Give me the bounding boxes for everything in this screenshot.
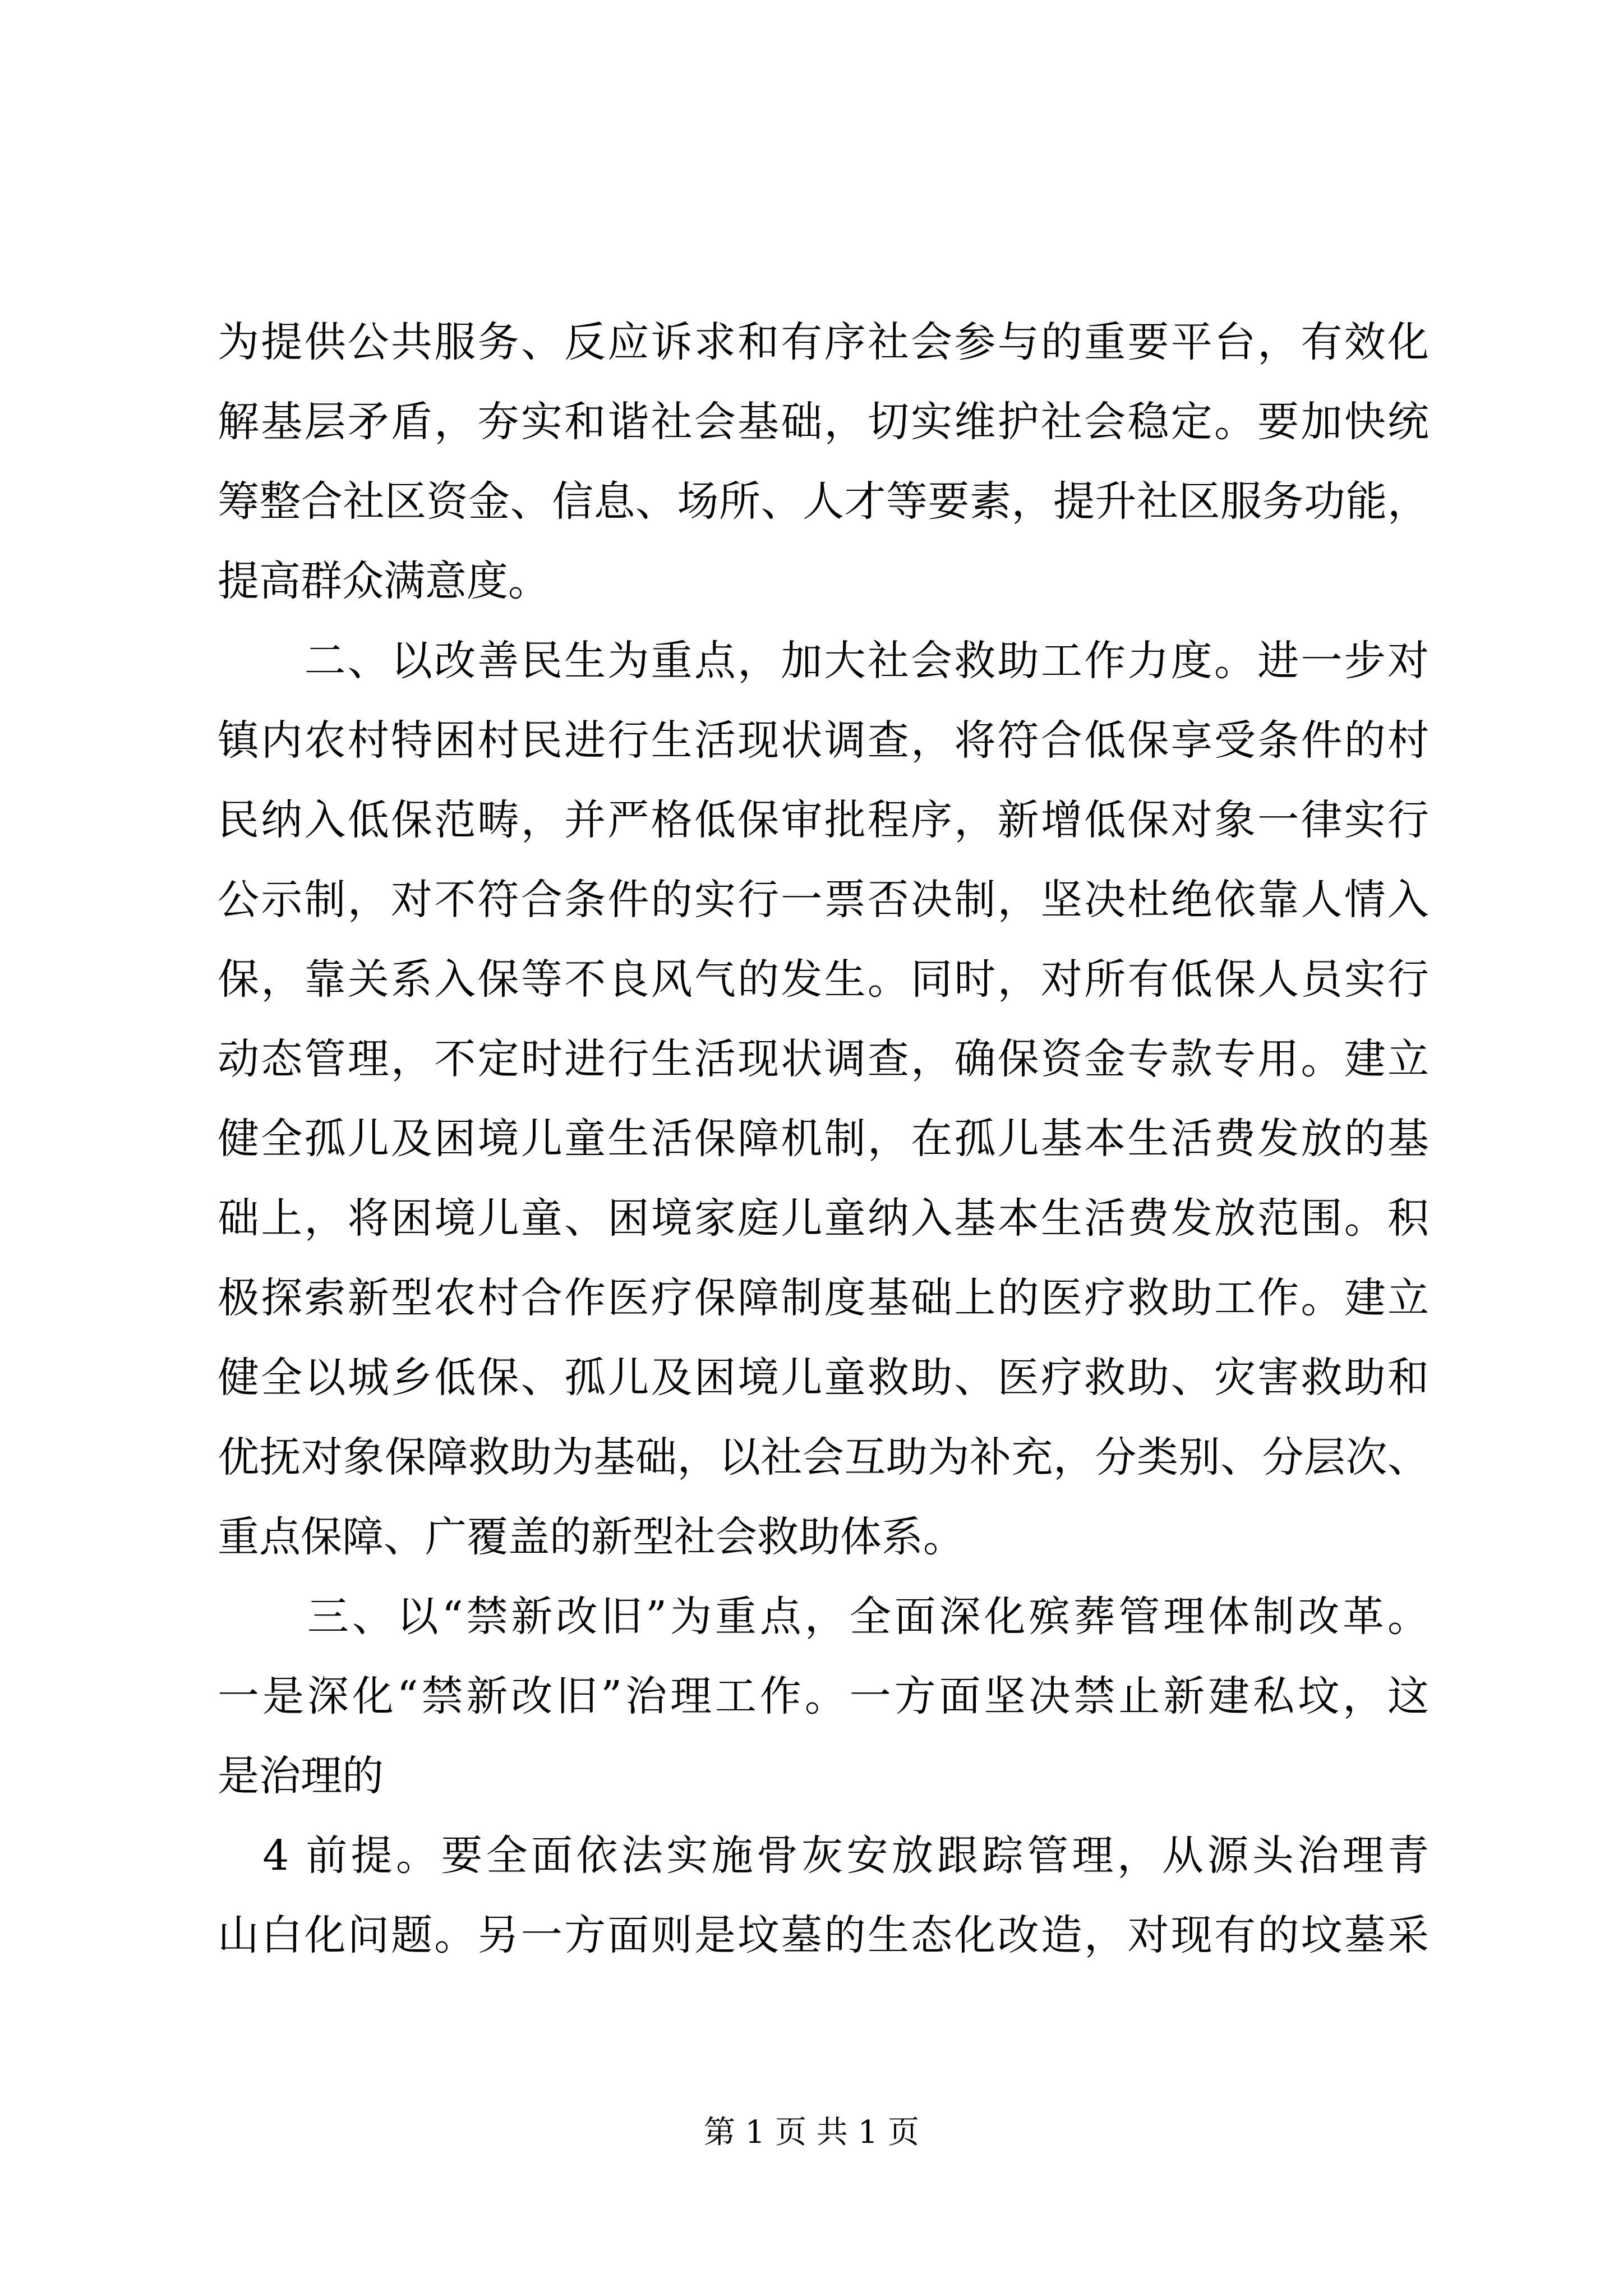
body-line: 动态管理，不定时进行生活现状调查，确保资金专款专用。建立	[218, 1035, 1429, 1083]
body-line: 二、以改善民生为重点，加大社会救助工作力度。进一步对	[218, 637, 1429, 685]
body-line: 健全以城乡低保、孤儿及困境儿童救助、医疗救助、灾害救助和	[218, 1354, 1429, 1402]
body-line: 三、以“禁新改旧”为重点，全面深化殡葬管理体制改革。	[218, 1593, 1429, 1641]
body-line: 公示制，对不符合条件的实行一票否决制，坚决杜绝依靠人情入	[218, 876, 1429, 924]
body-line: 山白化问题。另一方面则是坟墓的生态化改造，对现有的坟墓采	[218, 1911, 1429, 1959]
page-footer: 第 1 页 共 1 页	[703, 2114, 920, 2151]
body-line: 一是深化“禁新改旧”治理工作。一方面坚决禁止新建私坟，这	[218, 1672, 1429, 1720]
body-line: 是治理的	[218, 1752, 384, 1800]
body-line: 4 前提。要全面依法实施骨灰安放跟踪管理，从源头治理青	[218, 1832, 1429, 1880]
body-line: 镇内农村特困村民进行生活现状调查，将符合低保享受条件的村	[218, 716, 1429, 765]
body-line: 础上，将困境儿童、困境家庭儿童纳入基本生活费发放范围。积	[218, 1194, 1429, 1243]
body-line: 筹整合社区资金、信息、场所、人才等要素，提升社区服务功能，	[218, 477, 1429, 526]
body-line: 极探索新型农村合作医疗保障制度基础上的医疗救助工作。建立	[218, 1274, 1429, 1322]
body-line: 解基层矛盾，夯实和谐社会基础，切实维护社会稳定。要加快统	[218, 398, 1429, 446]
body-line: 民纳入低保范畴，并严格低保审批程序，新增低保对象一律实行	[218, 796, 1429, 844]
body-line: 健全孤儿及困境儿童生活保障机制，在孤儿基本生活费发放的基	[218, 1115, 1429, 1163]
body-line: 重点保障、广覆盖的新型社会救助体系。	[218, 1513, 965, 1561]
body-line: 为提供公共服务、反应诉求和有序社会参与的重要平台，有效化	[218, 318, 1429, 366]
body-line: 提高群众满意度。	[218, 557, 550, 605]
body-line: 优抚对象保障救助为基础，以社会互助为补充，分类别、分层次、	[218, 1433, 1429, 1481]
body-line: 保，靠关系入保等不良风气的发生。同时，对所有低保人员实行	[218, 955, 1429, 1004]
